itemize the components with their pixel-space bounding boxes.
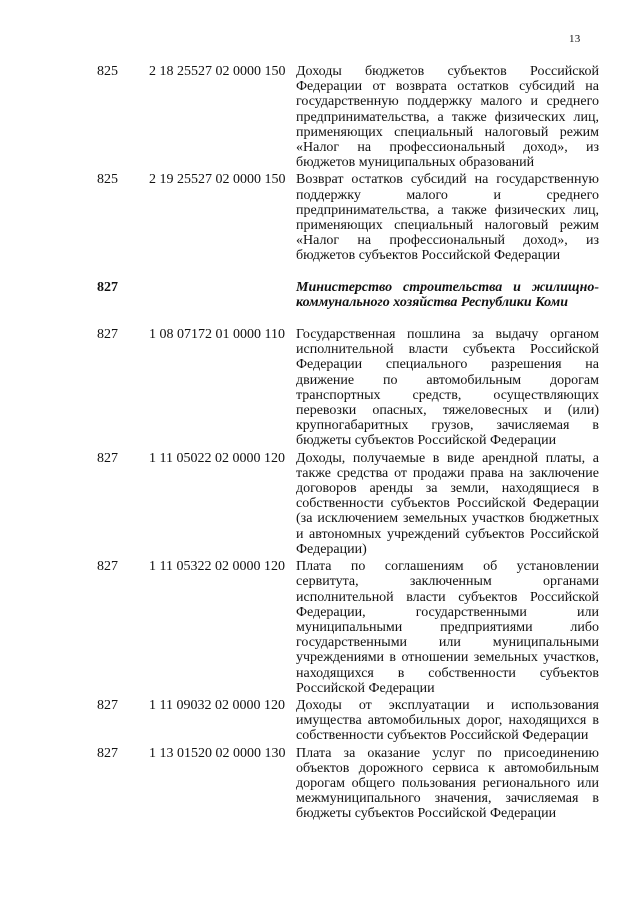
revenue-table bbox=[0, 64, 640, 822]
budget-classification-code: 2 19 25527 02 0000 150 bbox=[149, 172, 286, 188]
table-row bbox=[0, 559, 640, 696]
revenue-description: Возврат остатков субсидий на государственную поддержку малого и среднего предпринимательства, а также физических лиц, применяющих специальный налоговый режим «Налог на профессиональный доход», из бюджетов субъектов Российской Федерации bbox=[296, 172, 599, 264]
table-row bbox=[0, 451, 640, 557]
table-row bbox=[0, 172, 640, 263]
administrator-code: 827 bbox=[97, 697, 118, 713]
revenue-description: Доходы, получаемые в виде арендной платы, а также средства от продажи права на заключение договоров аренды за земли, находящиеся в собственности субъектов Российской Федерации (за исключением земельных участков бюджетных и автономных учреждений субъектов Российской Федерации) bbox=[296, 450, 599, 557]
budget-classification-code: 1 11 09032 02 0000 120 bbox=[149, 697, 285, 713]
administrator-code: 827 bbox=[97, 327, 118, 343]
administrator-code: 827 bbox=[97, 450, 118, 466]
administrator-code: 827 bbox=[97, 559, 118, 575]
ministry-heading-row bbox=[0, 280, 640, 310]
budget-classification-code: 1 11 05022 02 0000 120 bbox=[149, 450, 285, 466]
page-number: 13 bbox=[569, 33, 581, 45]
table-row bbox=[0, 698, 640, 744]
table-row bbox=[0, 327, 640, 449]
revenue-description: Доходы бюджетов субъектов Российской Федерации от возврата остатков субсидий на государственную поддержку малого и среднего предпринимательства, а также физических лиц, применяющих специальный налоговый режим «Налог на профессиональный доход», из бюджетов муниципальных образований bbox=[296, 64, 599, 171]
ministry-name: Министерство строительства и жилищно-коммунального хозяйства Республики Коми bbox=[296, 279, 599, 310]
budget-classification-code: 1 08 07172 01 0000 110 bbox=[149, 327, 285, 343]
table-row bbox=[0, 64, 640, 170]
administrator-code: 825 bbox=[97, 172, 118, 188]
revenue-description: Государственная пошлина за выдачу органом исполнительной власти субъекта Российской Федерации специального разрешения на движение по автомобильным дорогам транспортных средств, осуществляющих перевозки опасных, тяжеловесных и (или) крупногабаритных грузов, зачисляемая в бюджеты субъектов Российской Федерации bbox=[296, 327, 599, 449]
budget-classification-code: 1 13 01520 02 0000 130 bbox=[149, 745, 286, 761]
revenue-description: Доходы от эксплуатации и использования имущества автомобильных дорог, находящихся в собственности субъектов Российской Федерации bbox=[296, 697, 599, 744]
revenue-description: Плата за оказание услуг по присоединению объектов дорожного сервиса к автомобильным дорогам общего пользования регионального или межмуниципального значения, зачисляемая в бюджеты субъектов Российской Федерации bbox=[296, 745, 599, 822]
administrator-code: 827 bbox=[97, 279, 118, 295]
administrator-code: 827 bbox=[97, 745, 118, 761]
administrator-code: 825 bbox=[97, 64, 118, 79]
budget-classification-code: 2 18 25527 02 0000 150 bbox=[149, 64, 286, 79]
revenue-description: Плата по соглашениям об установлении сервитута, заключенным органами исполнительной власти субъектов Российской Федерации, государственными или муниципальными предприятиями либо государственными или муниципальными учреждениями в отношении земельных участков, находящихся в собственности субъектов Российской Федерации bbox=[296, 559, 599, 696]
table-row bbox=[0, 746, 640, 822]
budget-classification-code: 1 11 05322 02 0000 120 bbox=[149, 559, 285, 575]
